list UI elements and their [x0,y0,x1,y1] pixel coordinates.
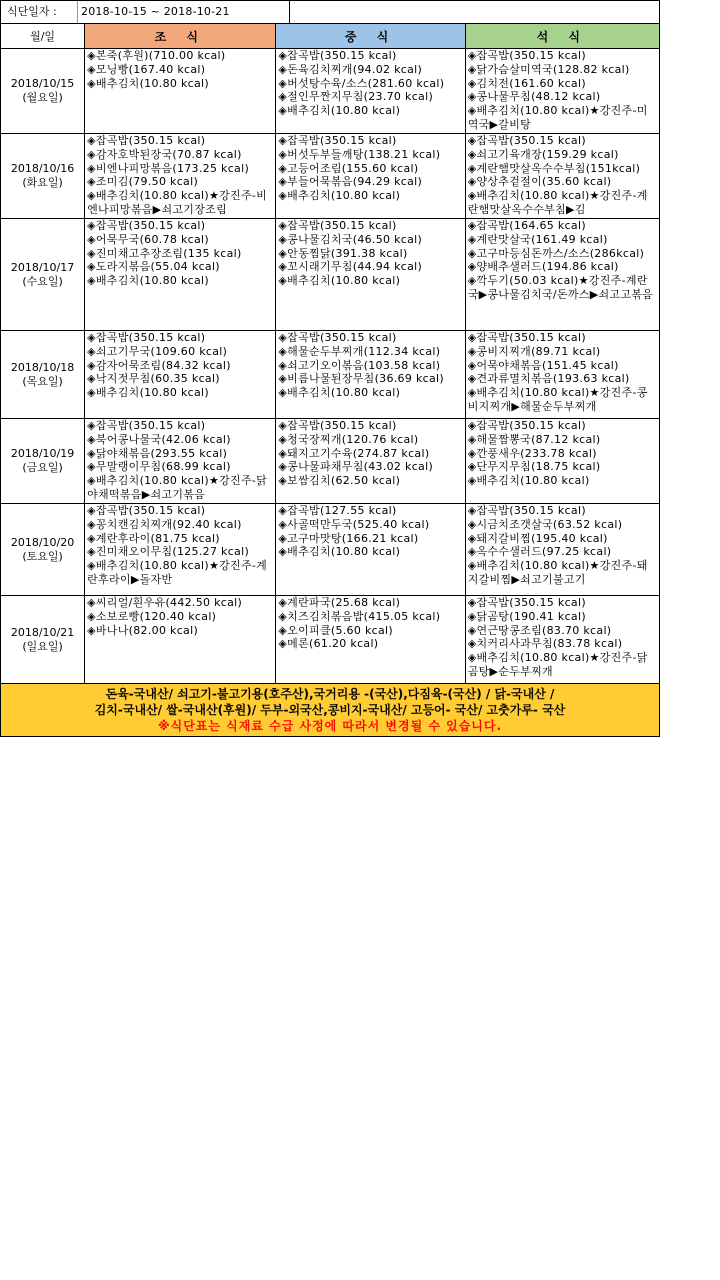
day-date-cell [1,596,85,684]
breakfast-cell [85,219,276,331]
lunch-menu-item: ◈잡곡밥(127.55 kcal) [278,504,397,517]
dinner-menu-item: ◈닭가슴살미역국(128.82 kcal) [467,62,630,76]
lunch-menu-item: ◈버섯탕수육/소스(281.60 kcal) [278,76,445,90]
dinner-menu-item: ◈배추김치(10.80 kcal)★강진주-미역국▶갈비탕 [467,104,648,131]
dinner-menu-item: ◈치커리사과무침(83.78 kcal) [467,637,623,651]
breakfast-menu-item: ◈북어콩나물국(42.06 kcal) [87,432,231,446]
lunch-cell [276,331,465,419]
lunch-menu-item: ◈돈육김치찌개(94.02 kcal) [278,62,423,76]
dinner-menu-item: ◈배추김치(10.80 kcal)★강진주-콩비지찌개▶해물순두부찌개 [467,386,648,413]
day-date: 2018/10/17 [10,260,75,274]
lunch-menu-item: ◈잡곡밥(350.15 kcal) [278,219,397,232]
dinner-cell [465,419,659,504]
day-date: 2018/10/20 [10,535,75,549]
day-weekday: (수요일) [22,274,63,288]
day-row [1,419,660,504]
lunch-menu-item: ◈사골떡만두국(525.40 kcal) [278,517,430,531]
dinner-menu-item: ◈어묵야채볶음(151.45 kcal) [467,358,619,372]
day-weekday: (일요일) [22,639,63,653]
dinner-cell [465,219,659,331]
day-row [1,219,660,331]
day-row [1,504,660,596]
breakfast-menu-item: ◈잡곡밥(350.15 kcal) [87,134,206,147]
day-row [1,49,660,134]
dinner-menu-item: ◈닭곰탕(190.41 kcal) [467,609,586,623]
header-date: 월/일 [1,24,85,49]
day-date: 2018/10/19 [10,447,75,460]
day-date: 2018/10/16 [10,162,75,175]
dinner-menu-item: ◈고구마등심돈까스/소스(286kcal) [467,246,645,260]
lunch-menu-item: ◈청국장찌개(120.76 kcal) [278,432,419,446]
dinner-cell [465,49,659,134]
breakfast-menu-item: ◈배추김치(10.80 kcal)★강진주-계란후라이▶돌자반 [87,559,268,586]
breakfast-cell [85,504,276,596]
lunch-menu-item: ◈돼지고기수육(274.87 kcal) [278,446,430,460]
lunch-menu-item: ◈해물순두부찌개(112.34 kcal) [278,344,441,358]
lunch-menu-item: ◈잡곡밥(350.15 kcal) [278,419,397,432]
breakfast-menu-item: ◈진미채오이무침(125.27 kcal) [87,545,250,559]
day-row [1,596,660,684]
dinner-menu-item: ◈옥수수샐러드(97.25 kcal) [467,545,612,559]
lunch-menu-item: ◈비름나물된장무침(36.69 kcal) [278,372,444,386]
lunch-menu-item: ◈꼬시래기무침(44.94 kcal) [278,260,423,274]
breakfast-menu-item: ◈어묵무국(60.78 kcal) [87,232,209,246]
day-date-cell [1,134,85,219]
header-dinner: 석 식 [465,24,659,49]
lunch-menu-item: ◈배추김치(10.80 kcal) [278,545,401,559]
lunch-menu-item: ◈쇠고기오이볶음(103.58 kcal) [278,358,441,372]
lunch-menu-item: ◈버섯두부들깨탕(138.21 kcal) [278,147,441,161]
dinner-menu-item: ◈잡곡밥(350.15 kcal) [467,419,586,432]
dinner-cell [465,134,659,219]
dinner-menu-item: ◈돼지갈비찜(195.40 kcal) [467,531,608,545]
lunch-menu-item: ◈고구마맛탕(166.21 kcal) [278,531,419,545]
day-date-cell [1,219,85,331]
lunch-cell [276,419,465,504]
origin-line-2: 김치-국내산/ 쌀-국내산(후원)/ 두부-외국산,콩비지-국내산/ 고등어- 국산/ 고춧가루- 국산 [94,703,566,717]
header-row [1,24,660,49]
dinner-menu-item: ◈깍두기(50.03 kcal)★강진주-계란국▶콩나물김치국/돈까스▶쇠고고볶음 [467,274,654,301]
breakfast-menu-item: ◈배추김치(10.80 kcal) [87,274,209,288]
lunch-menu-item: ◈절인무짠지무침(23.70 kcal) [278,90,434,104]
dinner-menu-item: ◈콩비지찌개(89.71 kcal) [467,344,601,358]
breakfast-menu-item: ◈바나나(82.00 kcal) [87,623,199,637]
lunch-menu-item: ◈배추김치(10.80 kcal) [278,386,401,400]
lunch-menu-item: ◈잡곡밥(350.15 kcal) [278,134,397,147]
dinner-menu-item: ◈콩나물무침(48.12 kcal) [467,90,601,104]
change-notice: ※식단표는 식재료 수급 사정에 따라서 변경될 수 있습니다. [157,719,503,733]
breakfast-menu-item: ◈감자호박된장국(70.87 kcal) [87,147,242,161]
breakfast-menu-item: ◈잡곡밥(350.15 kcal) [87,331,206,344]
breakfast-menu-item: ◈도라지볶음(55.04 kcal) [87,260,220,274]
dinner-menu-item: ◈양상추겉절이(35.60 kcal) [467,175,612,189]
dinner-menu-item: ◈깐풍새우(233.78 kcal) [467,446,597,460]
lunch-menu-item: ◈고등어조림(155.60 kcal) [278,161,419,175]
lunch-menu-item: ◈부들어묵볶음(94.29 kcal) [278,175,423,189]
breakfast-menu-item: ◈배추김치(10.80 kcal) [87,76,209,90]
header-breakfast: 조 식 [85,24,276,49]
period-row [0,0,660,23]
day-date-cell [1,419,85,504]
lunch-menu-item: ◈잡곡밥(350.15 kcal) [278,49,397,62]
breakfast-menu-item: ◈계란후라이(81.75 kcal) [87,531,220,545]
day-weekday: (화요일) [22,176,63,189]
day-date: 2018/10/18 [10,360,75,374]
breakfast-menu-item: ◈잡곡밥(350.15 kcal) [87,419,206,432]
day-row [1,134,660,219]
lunch-cell [276,134,465,219]
day-weekday: (금요일) [22,461,63,474]
footer [0,684,660,737]
breakfast-menu-item: ◈소보로빵(120.40 kcal) [87,609,217,623]
lunch-menu-item: ◈치즈김치볶음밥(415.05 kcal) [278,609,441,623]
dinner-menu-item: ◈배추김치(10.80 kcal)★강진주-닭곰탕▶순두부찌개 [467,651,648,678]
breakfast-menu-item: ◈조미김(79.50 kcal) [87,175,199,189]
breakfast-menu-item: ◈씨리얼/흰우유(442.50 kcal) [87,596,243,609]
lunch-menu-item: ◈배추김치(10.80 kcal) [278,104,401,118]
day-date-cell [1,49,85,134]
dinner-menu-item: ◈배추김치(10.80 kcal) [467,474,590,488]
dinner-menu-item: ◈양배추샐러드(194.86 kcal) [467,260,619,274]
dinner-menu-item: ◈해물짬뽕국(87.12 kcal) [467,432,601,446]
breakfast-menu-item: ◈닭야채볶음(293.55 kcal) [87,446,228,460]
breakfast-menu-item: ◈본죽(후원)(710.00 kcal) [87,49,226,62]
day-date-cell [1,504,85,596]
breakfast-menu-item: ◈진미채고추장조림(135 kcal) [87,246,242,260]
breakfast-menu-item: ◈배추김치(10.80 kcal)★강진주-닭야채떡볶음▶쇠고기볶음 [87,474,268,501]
breakfast-cell [85,49,276,134]
origin-line-1: 돈육-국내산/ 쇠고기-불고기용(호주산),국거리용 -(국산),다짐육-(국산) / 닭-국내산 / [105,687,555,701]
lunch-cell [276,504,465,596]
breakfast-cell [85,331,276,419]
dinner-cell [465,504,659,596]
dinner-menu-item: ◈잡곡밥(350.15 kcal) [467,134,586,147]
dinner-cell [465,331,659,419]
dinner-menu-item: ◈시금치조갯살국(63.52 kcal) [467,517,623,531]
breakfast-menu-item: ◈비엔나피망볶음(173.25 kcal) [87,161,250,175]
lunch-cell [276,49,465,134]
dinner-menu-item: ◈배추김치(10.80 kcal)★강진주-돼지갈비찜▶쇠고기불고기 [467,559,648,586]
dinner-menu-item: ◈잡곡밥(164.65 kcal) [467,219,586,232]
lunch-menu-item: ◈안동찜닭(391.38 kcal) [278,246,408,260]
lunch-cell [276,219,465,331]
menu-table [0,23,660,684]
breakfast-cell [85,596,276,684]
dinner-menu-item: ◈배추김치(10.80 kcal)★강진주-계란햄맛살옥수수부침▶김 [467,189,648,216]
dinner-menu-item: ◈단무지무침(18.75 kcal) [467,460,601,474]
breakfast-menu-item: ◈잡곡밥(350.15 kcal) [87,219,206,232]
dinner-menu-item: ◈계란맛살국(161.49 kcal) [467,232,608,246]
dinner-menu-item: ◈잡곡밥(350.15 kcal) [467,504,586,517]
lunch-cell [276,596,465,684]
breakfast-menu-item: ◈잡곡밥(350.15 kcal) [87,504,206,517]
dinner-menu-item: ◈잡곡밥(350.15 kcal) [467,331,586,344]
day-date: 2018/10/15 [10,77,75,90]
lunch-menu-item: ◈배추김치(10.80 kcal) [278,189,401,203]
dinner-menu-item: ◈견과류멸치볶음(193.63 kcal) [467,372,630,386]
lunch-menu-item: ◈잡곡밥(350.15 kcal) [278,331,397,344]
dinner-menu-item: ◈연근땅콩조림(83.70 kcal) [467,623,612,637]
day-weekday: (토요일) [22,549,63,563]
dinner-cell [465,596,659,684]
lunch-menu-item: ◈계란파국(25.68 kcal) [278,596,401,609]
breakfast-cell [85,419,276,504]
lunch-menu-item: ◈콩나물김치국(46.50 kcal) [278,232,423,246]
breakfast-menu-item: ◈꽁치캔김치찌개(92.40 kcal) [87,517,242,531]
breakfast-menu-item: ◈배추김치(10.80 kcal)★강진주-비엔나피망볶음▶쇠고기장조림 [87,189,268,216]
day-date-cell [1,331,85,419]
period-value: 2018-10-15 ~ 2018-10-21 [77,1,290,23]
dinner-menu-item: ◈잡곡밥(350.15 kcal) [467,49,586,62]
period-label: 식단일자 : [7,5,57,18]
breakfast-menu-item: ◈감자어묵조림(84.32 kcal) [87,358,231,372]
breakfast-menu-item: ◈쇠고기무국(109.60 kcal) [87,344,228,358]
breakfast-menu-item: ◈무말랭이무침(68.99 kcal) [87,460,231,474]
lunch-menu-item: ◈콩나물파채무침(43.02 kcal) [278,460,434,474]
breakfast-menu-item: ◈배추김치(10.80 kcal) [87,386,209,400]
dinner-menu-item: ◈김치전(161.60 kcal) [467,76,586,90]
day-date: 2018/10/21 [10,625,75,639]
breakfast-menu-item: ◈모닝빵(167.40 kcal) [87,62,206,76]
lunch-menu-item: ◈배추김치(10.80 kcal) [278,274,401,288]
dinner-menu-item: ◈계란햄맛살옥수수부침(151kcal) [467,161,641,175]
breakfast-cell [85,134,276,219]
header-lunch: 중 식 [276,24,465,49]
dinner-menu-item: ◈잡곡밥(350.15 kcal) [467,596,586,609]
breakfast-menu-item: ◈낙지젓무침(60.35 kcal) [87,372,220,386]
lunch-menu-item: ◈보쌈김치(62.50 kcal) [278,474,401,488]
dinner-menu-item: ◈쇠고기육개장(159.29 kcal) [467,147,619,161]
lunch-menu-item: ◈메론(61.20 kcal) [278,637,379,651]
day-weekday: (월요일) [22,91,63,104]
day-weekday: (목요일) [22,374,63,388]
day-row [1,331,660,419]
lunch-menu-item: ◈오이피클(5.60 kcal) [278,623,393,637]
